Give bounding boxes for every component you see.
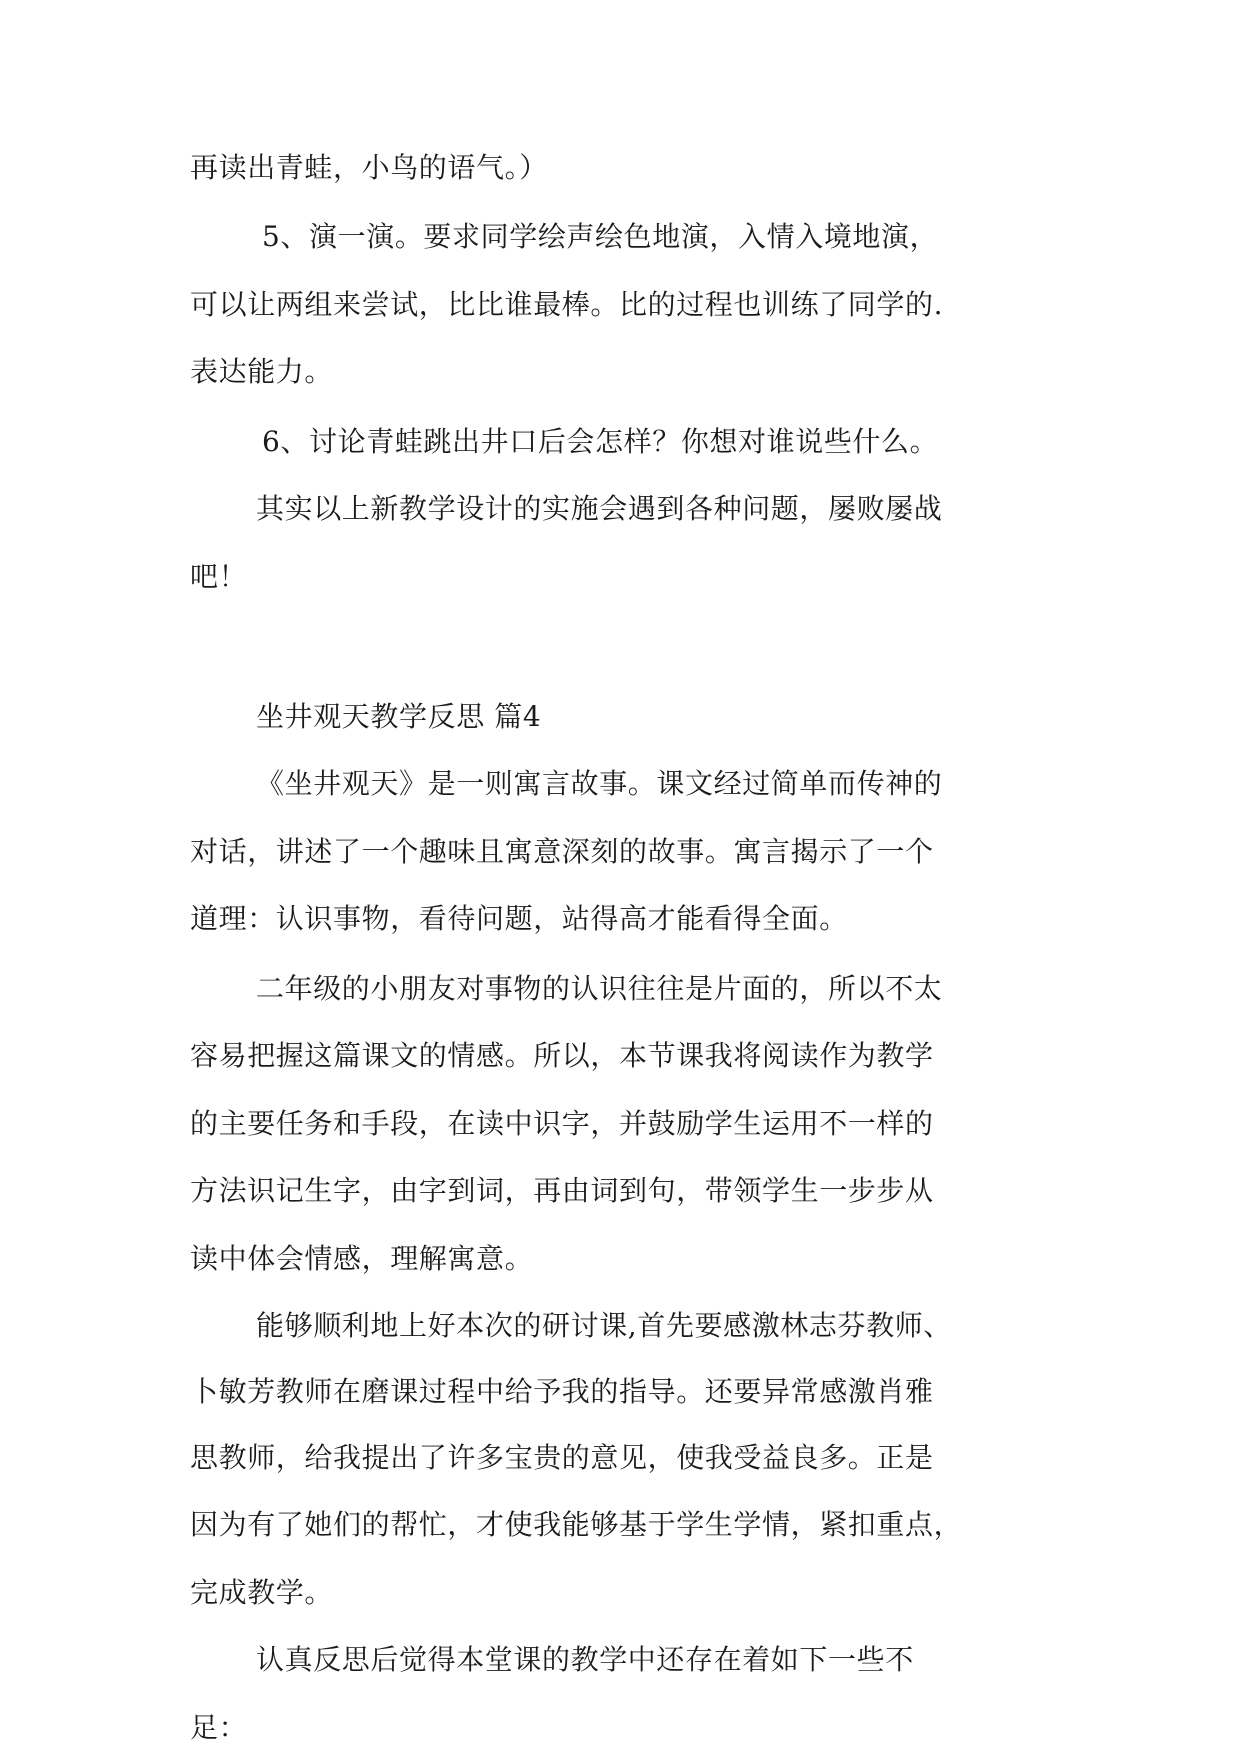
paragraph-line: 因为有了她们的帮忙，才使我能够基于学生学情，紧扣重点，	[190, 1508, 963, 1541]
paragraph-line: 对话，讲述了一个趣味且寓意深刻的故事。寓言揭示了一个	[190, 835, 934, 868]
paragraph-line: 容易把握这篇课文的情感。所以，本节课我将阅读作为教学	[190, 1039, 934, 1072]
paragraph-line: 表达能力。	[190, 355, 334, 388]
paragraph-line: 5、演一演。要求同学绘声绘色地演，入情入境地演，	[262, 220, 939, 253]
paragraph-line: 二年级的小朋友对事物的认识往往是片面的，所以不太	[256, 972, 943, 1005]
paragraph-line: 其实以上新教学设计的实施会遇到各种问题，屡败屡战	[256, 492, 943, 525]
paragraph-line: 能够顺利地上好本次的研讨课,首先要感激林志芬教师、	[256, 1309, 952, 1342]
paragraph-line: 思教师，给我提出了许多宝贵的意见，使我受益良多。正是	[190, 1441, 934, 1474]
paragraph-line: 卜敏芳教师在磨课过程中给予我的指导。还要异常感激肖雅	[190, 1375, 934, 1408]
paragraph-line: 吧！	[190, 560, 248, 593]
paragraph-line: 足：	[190, 1711, 248, 1744]
paragraph-line: 读中体会情感，理解寓意。	[190, 1242, 534, 1275]
paragraph-line: 6、讨论青蛙跳出井口后会怎样？你想对谁说些什么。	[262, 425, 939, 458]
paragraph-line: 的主要任务和手段，在读中识字，并鼓励学生运用不一样的	[190, 1107, 934, 1140]
paragraph-line: 完成教学。	[190, 1576, 334, 1609]
paragraph-line: 再读出青蛙，小鸟的语气。）	[190, 151, 548, 184]
paragraph-line: 认真反思后觉得本堂课的教学中还存在着如下一些不	[256, 1643, 914, 1676]
paragraph-line: 方法识记生字，由字到词，再由词到句，带领学生一步步从	[190, 1174, 934, 1207]
paragraph-line: 《坐井观天》是一则寓言故事。课文经过简单而传神的	[256, 767, 943, 800]
paragraph-line: 可以让两组来尝试，比比谁最棒。比的过程也训练了同学的.	[190, 288, 944, 321]
paragraph-line: 道理：认识事物，看待问题，站得高才能看得全面。	[190, 902, 848, 935]
section-heading: 坐井观天教学反思 篇4	[256, 700, 542, 733]
